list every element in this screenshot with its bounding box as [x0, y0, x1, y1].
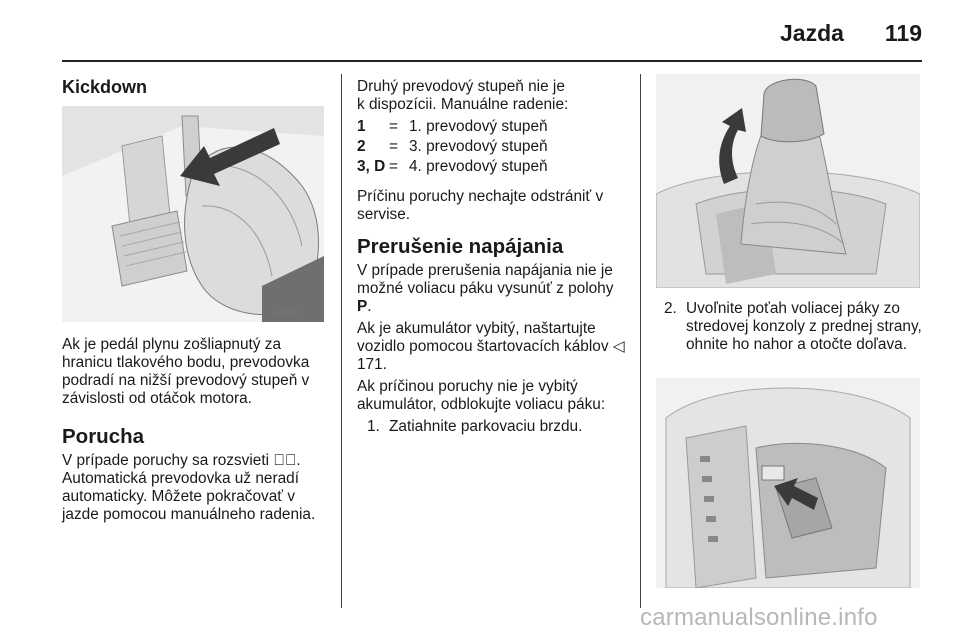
unlock-paragraph: Ak príčinou poruchy nie je vybitý akumulátor, odblokujte voliacu páku:	[357, 378, 606, 413]
gear-value: 4. prevodový stupeň	[409, 158, 548, 175]
gear-key: 1	[357, 118, 366, 135]
porucha-heading: Porucha	[62, 425, 145, 448]
gear-intro-line-1: Druhý prevodový stupeň nie je	[357, 78, 565, 95]
porucha-text-2: . Automatická prevodovka už neradí automaticky. Môžete pokračovať v jazde pomocou manuálneho radenia.	[62, 452, 316, 523]
gear-eq: =	[389, 118, 398, 135]
battery-text: Ak je akumulátor vybitý, naštartujte vozidlo pomocou štartovacích káblov	[357, 320, 609, 355]
park-position-label: P	[357, 298, 368, 315]
list-item	[664, 300, 922, 354]
kickdown-text-block	[62, 336, 328, 408]
power-text-1: V prípade prerušenia napájania nie je možné voliacu páku vysunúť z polohy	[357, 262, 614, 297]
section-title: Jazda	[780, 20, 844, 46]
power-heading: Prerušenie napájania	[357, 235, 564, 258]
gear-eq: =	[389, 158, 398, 175]
gear-row	[357, 118, 629, 138]
column-divider-right	[640, 74, 641, 608]
gear-value: 3. prevodový stupeň	[409, 138, 548, 155]
column-1	[62, 78, 328, 96]
gear-key: 2	[357, 138, 366, 155]
kickdown-pedal-figure	[62, 106, 324, 322]
header-rule	[62, 60, 922, 62]
watermark-text: carmanualsonline.info	[640, 604, 878, 631]
column-divider-left	[341, 74, 342, 608]
page-reference-icon: ◁	[612, 338, 625, 355]
step-number: 2.	[664, 300, 677, 317]
page-reference: 171.	[357, 356, 387, 373]
gear-value: 1. prevodový stupeň	[409, 118, 548, 135]
pedal-illustration	[62, 106, 324, 322]
kickdown-paragraph: Ak je pedál plynu zošliapnutý za hranicu tlakového bodu, prevodovka podradí na nižší prevodový stupeň v závislosti od otáčok motora.	[62, 336, 310, 407]
step-text: Zatiahnite parkovaciu brzdu.	[389, 418, 583, 435]
page-number: 119	[884, 20, 922, 46]
column-3-step	[664, 300, 922, 354]
porucha-block	[62, 425, 328, 524]
battery-paragraph	[357, 320, 629, 374]
selector-lever-illustration	[656, 74, 920, 288]
step-text: Uvoľnite poťah voliacej páky zo stredovej konzoly z prednej strany, ohnite ho nahor a otočte doľava.	[686, 300, 922, 353]
porucha-text-1: V prípade poruchy sa rozsvieti	[62, 452, 270, 469]
gear-intro-line-2: k dispozícii. Manuálne radenie:	[357, 96, 569, 113]
porucha-paragraph	[62, 452, 328, 524]
selector-lever-figure	[656, 74, 920, 288]
power-paragraph	[357, 262, 629, 316]
list-item	[357, 418, 629, 436]
transmission-fault-icon: ⊲⃝	[273, 452, 297, 469]
console-illustration	[656, 378, 920, 588]
console-release-figure	[656, 378, 920, 588]
power-text-2: .	[367, 298, 372, 315]
gear-row	[357, 158, 629, 178]
kickdown-heading: Kickdown	[62, 77, 148, 97]
step-number: 1.	[367, 418, 380, 435]
service-paragraph: Príčinu poruchy nechajte odstrániť v servise.	[357, 188, 604, 223]
gear-key: 3, D	[357, 158, 386, 175]
figure-code: 30048	[274, 308, 300, 318]
gear-eq: =	[389, 138, 398, 155]
column-2	[357, 78, 629, 436]
gear-row	[357, 138, 629, 158]
